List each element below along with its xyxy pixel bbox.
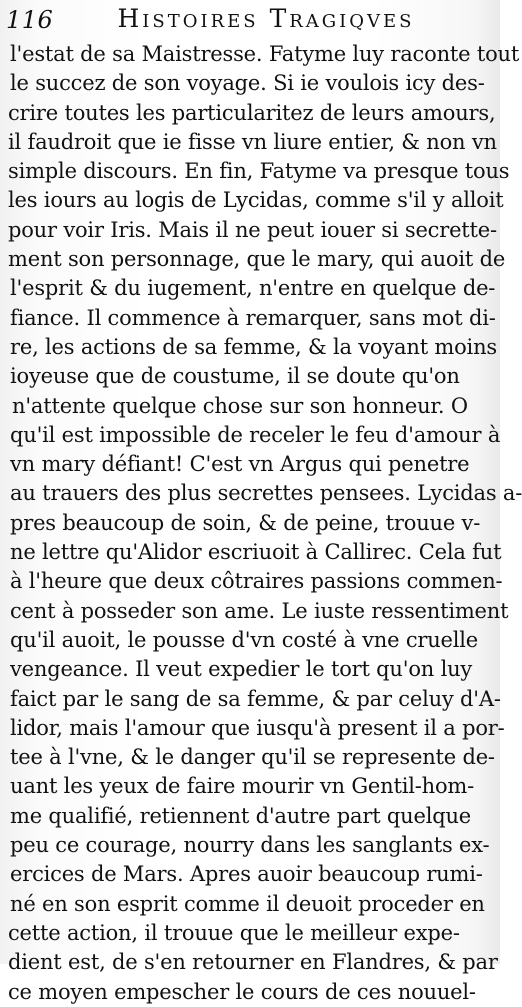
text-line: ercices de Mars. Apres auoir beaucoup rumi- (10, 862, 483, 887)
text-line: me qualifié, retiennent d'autre part quelque (10, 803, 472, 828)
body-text (8, 40, 522, 1004)
text-line: fiance. Il commence à remarquer, sans mot di- (10, 305, 496, 330)
text-line: ne lettre qu'Alidor escriuoit à Callirec. Cela fut (10, 540, 502, 565)
text-line: lidor, mais l'amour que iusqu'à present il a por- (10, 715, 505, 740)
text-line: vn mary défiant! C'est vn Argus qui penetre (10, 452, 470, 477)
text-line: au trauers des plus secrettes pensees. Lycidas a- (10, 481, 522, 506)
text-line: à l'heure que deux côtraires passions commen- (10, 569, 503, 594)
text-line: ce moyen empescher le cours de ces nouuel- (8, 979, 476, 1004)
text-line: tee à l'vne, & le danger qu'il se represente de- (10, 745, 495, 770)
text-line: crire toutes les particularitez de leurs amours, (8, 100, 496, 125)
text-line: le succez de son voyage. Si ie voulois icy des- (10, 71, 485, 96)
page-number: 116 (6, 6, 54, 34)
text-line: ment son personnage, que le mary, qui auoit de (8, 247, 506, 272)
text-line: pres beaucoup de soin, & de peine, trouue v- (10, 510, 481, 535)
text-line: vengeance. Il veut expedier le tort qu'on luy (10, 657, 473, 682)
text-line: il faudroit que ie fisse vn liure entier, & non vn (8, 129, 497, 154)
text-line: cent à posseder son ame. Le iuste ressentiment (10, 598, 509, 623)
text-line: peu ce courage, nourry dans les sanglants ex- (10, 833, 490, 858)
text-line: uant les yeux de faire mourir vn Gentil-hom- (10, 774, 474, 799)
text-line: les iours au logis de Lycidas, comme s'il y alloit (8, 188, 504, 213)
text-line: dient est, de s'en retourner en Flandres, & par (8, 950, 498, 975)
text-line: qu'il auoit, le pousse d'vn costé à vne cruelle (10, 627, 479, 652)
text-line: qu'il est impossible de receler le feu d'amour à (10, 422, 501, 447)
text-line: l'estat de sa Maistresse. Fatyme luy raconte tout (10, 42, 520, 66)
text-line: cette action, il trouue que le meilleur expe- (8, 920, 460, 945)
text-line: simple discours. En fin, Fatyme va presque tous (8, 159, 510, 184)
text-line: ioyeuse que de coustume, il se doute qu'on (10, 364, 460, 389)
text-line: faict par le sang de sa femme, & par celuy d'A- (10, 686, 501, 711)
page-header (6, 2, 494, 38)
text-line: n'attente quelque chose sur son honneur. O (12, 393, 468, 418)
text-line: pour voir Iris. Mais il ne peut iouer si secrette- (8, 217, 497, 242)
text-line: re, les actions de sa femme, & la voyant moins (10, 334, 497, 359)
running-title: Histoires Tragiqves (117, 4, 415, 33)
text-line: né en son esprit comme il deuoit proceder en (10, 891, 485, 916)
text-line: l'esprit & du iugement, n'entre en quelque de- (10, 276, 496, 301)
